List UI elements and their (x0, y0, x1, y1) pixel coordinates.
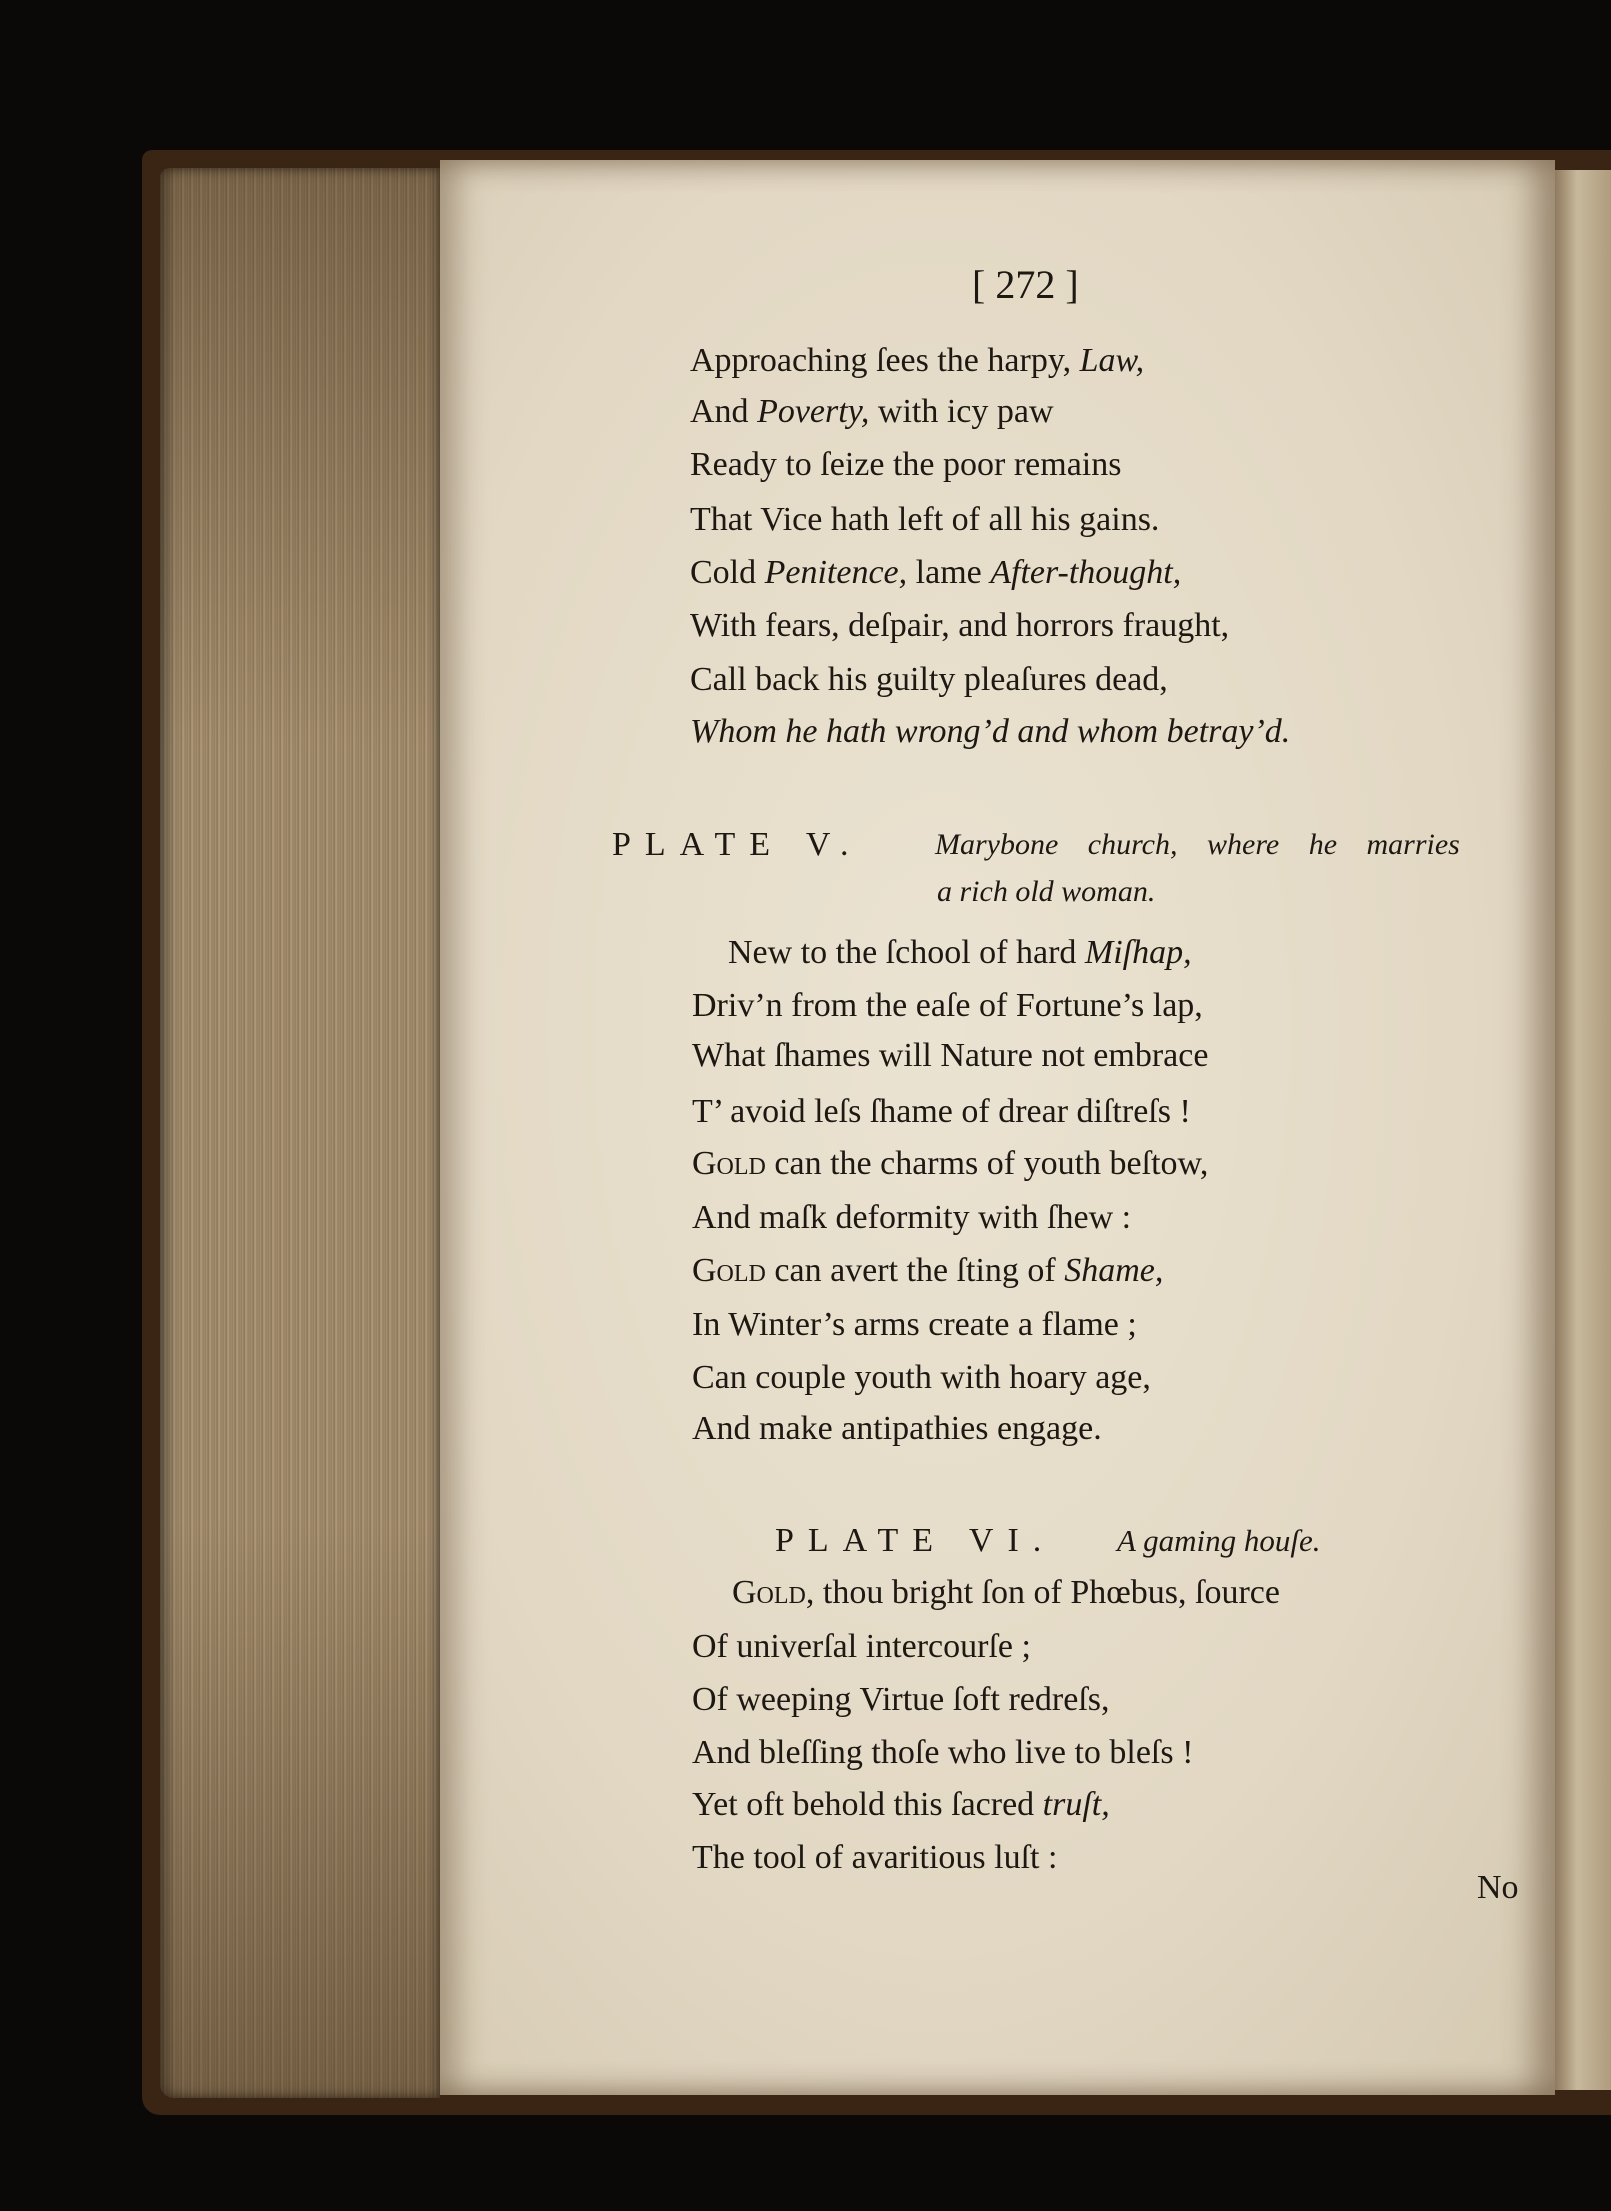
text-run: In Winter’s arms create a flame ; (692, 1306, 1137, 1343)
text-run: Approaching ſees the harpy, (690, 342, 1080, 379)
text-run: Cold (690, 554, 765, 591)
text-run: That Vice hath left of all his gains. (690, 501, 1160, 538)
verse-line (690, 500, 1159, 540)
verse-line (732, 1573, 1280, 1613)
text-run: , thou bright ſon of Phœbus, ſource (805, 1574, 1280, 1611)
text-run: And maſk deformity with ſhew : (692, 1199, 1132, 1236)
text-run: Yet oft behold this ſacred (692, 1786, 1043, 1823)
verse-line (692, 1305, 1137, 1345)
verse-line (692, 1036, 1208, 1076)
text-run: Of weeping Virtue ſoft redreſs, (692, 1681, 1110, 1718)
text-run: Driv’n from the eaſe of Fortune’s lap, (692, 987, 1203, 1024)
verse-line (690, 341, 1144, 381)
italic-run: truſt, (1042, 1786, 1110, 1823)
text-run: Of univerſal intercourſe ; (692, 1628, 1031, 1665)
verse-line (690, 660, 1168, 700)
verse-line (692, 1144, 1208, 1184)
plate-label: PLATE VI. (775, 1522, 1056, 1559)
text-run: Ready to ſeize the poor remains (690, 446, 1122, 483)
verse-line (690, 392, 1054, 432)
text-run: With fears, deſpair, and horrors fraught, (690, 607, 1230, 644)
plate-caption: a rich old woman. (937, 875, 1156, 908)
verse-line (692, 1092, 1191, 1132)
text-run: with icy paw (869, 393, 1054, 430)
italic-run: Miſhap, (1084, 934, 1192, 971)
text-run: lame (907, 554, 991, 591)
verse-line (728, 933, 1192, 973)
text-run: The tool of avaritious luſt : (692, 1839, 1058, 1876)
italic-run: Whom he hath wrong’d and whom betray’d. (690, 713, 1291, 750)
verse-line (690, 445, 1121, 485)
verse-line (692, 1680, 1109, 1720)
text-run: And make antipathies engage. (692, 1410, 1102, 1447)
italic-run: Poverty, (757, 393, 870, 430)
text-run: And bleſſing thoſe who live to bleſs ! (692, 1734, 1194, 1771)
text-run: Can couple youth with hoary age, (692, 1359, 1151, 1396)
verse-line (692, 1785, 1110, 1825)
catchword: No (1477, 1869, 1519, 1906)
plate-caption: Marybone church, where he marries (935, 828, 1460, 861)
text-run: Call back his guilty pleaſures dead, (690, 661, 1168, 698)
verse-line (692, 1409, 1102, 1449)
italic-run: Shame, (1064, 1252, 1164, 1289)
plate-label: PLATE V. (612, 826, 863, 863)
small-caps-run: Gold (692, 1145, 766, 1182)
verse-line (692, 1838, 1057, 1878)
text-run: New to the ſchool of hard (728, 934, 1085, 971)
verse-line (692, 1251, 1163, 1291)
text-run: can avert the ſting of (765, 1252, 1065, 1289)
verse-line (692, 1627, 1031, 1667)
text-run: And (690, 393, 758, 430)
verse-line (692, 986, 1203, 1026)
page-block-shading (160, 168, 440, 2098)
verse-line (690, 712, 1290, 752)
verse-line (690, 553, 1181, 593)
text-run: can the charms of youth beſtow, (765, 1145, 1209, 1182)
small-caps-run: Gold (732, 1574, 806, 1611)
verse-line (692, 1733, 1193, 1773)
text-run: What ſhames will Nature not embrace (692, 1037, 1209, 1074)
text-run: T’ avoid leſs ſhame of drear diſtreſs ! (692, 1093, 1191, 1130)
italic-run: After-thought, (990, 554, 1182, 591)
facing-page-edge (1555, 170, 1611, 2090)
italic-run: Penitence, (764, 554, 908, 591)
italic-run: Law, (1079, 342, 1145, 379)
page-number: [ 272 ] (972, 262, 1079, 307)
verse-line (692, 1358, 1151, 1398)
verse-line (692, 1198, 1131, 1238)
verse-line (690, 606, 1229, 646)
plate-caption: A gaming houſe. (1117, 1523, 1321, 1558)
small-caps-run: Gold (692, 1252, 766, 1289)
